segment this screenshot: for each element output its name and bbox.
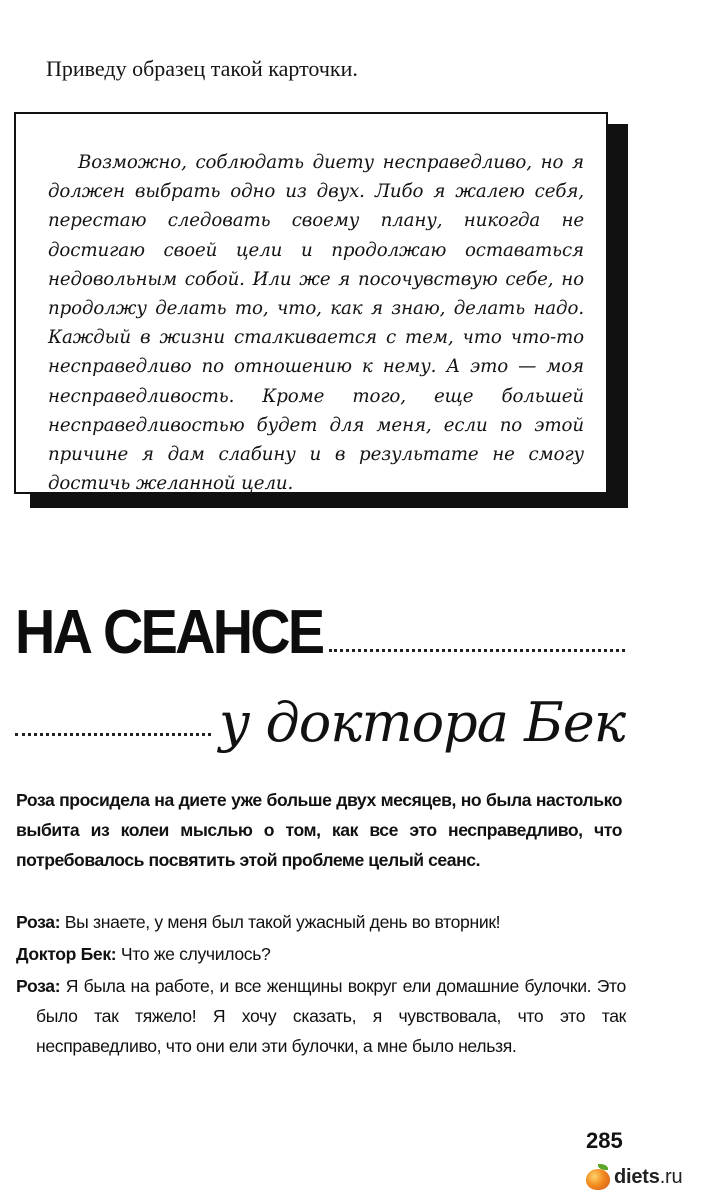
watermark-text: diets.ru xyxy=(614,1165,683,1188)
intro-sentence: Приведу образец такой карточки. xyxy=(46,56,358,81)
speaker-name: Доктор Бек: xyxy=(16,944,117,964)
dialogue-line xyxy=(16,939,626,969)
speaker-name: Роза: xyxy=(16,912,61,932)
speech-text: Я была на работе, и все женщины вокруг ели домашние булочки. Это было так тяжело! Я хочу сказать, я чувствовала, что это так несправедливо, что они ели эти булочки, а мне было нельзя. xyxy=(36,976,626,1056)
speech-text: Вы знаете, у меня был такой ужасный день во вторник! xyxy=(64,912,501,932)
dotted-leader xyxy=(15,733,211,736)
example-card xyxy=(14,112,608,494)
section-subheading xyxy=(15,680,625,760)
dialogue xyxy=(16,907,626,1063)
site-watermark xyxy=(586,1160,682,1194)
speech-text: Что же случилось? xyxy=(120,944,271,964)
dotted-leader xyxy=(329,649,625,652)
section-heading-text: НА СЕАНСЕ xyxy=(15,598,323,667)
section-subheading-text: у доктора Бек xyxy=(218,691,625,754)
card-text: Возможно, соблюдать диету несправедливо, но я должен выбрать одно из двух. Либо я жалею себя, перестаю следовать своему плану, никогда не достигаю своей цели и продолжаю оставаться недовольным собой. Или же я посочувствую себе, но продолжу делать то, что, как я знаю, делать надо. Каждый в жизни сталкивается с тем, что что-то несправедливо по отношению к нему. А это — моя несправедливость. Кроме того, еще большей несправедливостью будет для меня, если по этой причине я дам слабину и в результате не смогу достичь желанной цели. xyxy=(48,152,584,495)
dialogue-line xyxy=(16,907,626,937)
speaker-name: Роза: xyxy=(16,976,61,996)
lead-paragraph: Роза просидела на диете уже больше двух месяцев, но была настолько выбита из колеи мыслью о том, как все это несправедливо, что потребовалось посвятить этой проблеме целый сеанс. xyxy=(16,790,622,870)
page-number: 285 xyxy=(586,1128,623,1153)
section-heading xyxy=(15,584,625,667)
apple-icon xyxy=(586,1164,610,1190)
dialogue-line xyxy=(16,971,626,1061)
